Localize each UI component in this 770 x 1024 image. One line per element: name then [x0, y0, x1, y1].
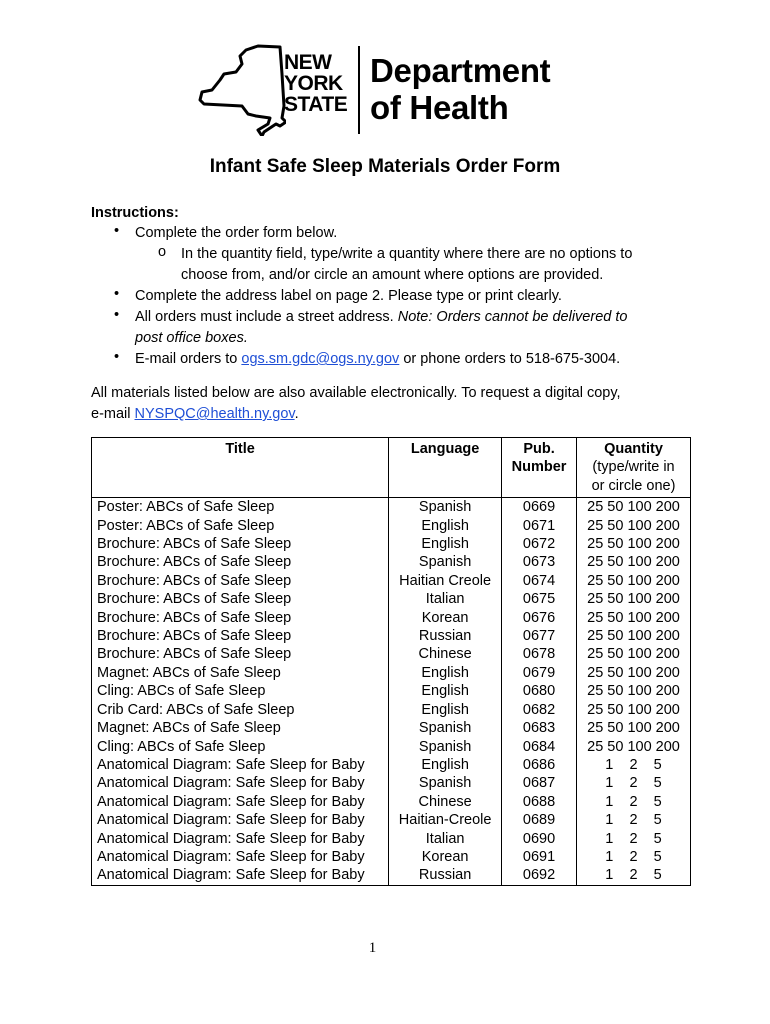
row-language: Russian [389, 627, 502, 645]
row-quantity[interactable]: 25 50 100 200 [577, 738, 691, 756]
row-language: English [389, 756, 502, 774]
row-title: Brochure: ABCs of Safe Sleep [92, 645, 389, 663]
row-pub-number: 0692 [502, 866, 577, 885]
table-row [92, 517, 691, 535]
table-row [92, 645, 691, 663]
department-wordmark: Department of Health [370, 52, 551, 126]
electronic-line1: All materials listed below are also available electronically. To request a digital copy, [91, 385, 621, 401]
bullet-icon: • [114, 307, 120, 323]
logo-divider [358, 46, 360, 134]
row-language: English [389, 682, 502, 700]
row-quantity[interactable]: 25 50 100 200 [577, 645, 691, 663]
col-quantity-header: Quantity (type/write in or circle one) [577, 438, 691, 498]
row-language: Haitian Creole [389, 572, 502, 590]
row-title: Brochure: ABCs of Safe Sleep [92, 609, 389, 627]
row-title: Brochure: ABCs of Safe Sleep [92, 627, 389, 645]
row-quantity[interactable]: 1 2 5 [577, 830, 691, 848]
table-row [92, 664, 691, 682]
row-pub-number: 0687 [502, 774, 577, 792]
row-title: Anatomical Diagram: Safe Sleep for Baby [92, 756, 389, 774]
row-title: Brochure: ABCs of Safe Sleep [92, 590, 389, 608]
col-title-header: Title [92, 438, 389, 498]
row-language: Spanish [389, 553, 502, 571]
order-email-link[interactable]: ogs.sm.gdc@ogs.ny.gov [241, 351, 400, 367]
sub-bullet-icon: o [158, 244, 167, 260]
col-pub-header: Pub. Number [502, 438, 577, 498]
row-pub-number: 0680 [502, 682, 577, 700]
nys-wordmark: NEW YORK STATE [284, 51, 348, 116]
row-language: Chinese [389, 793, 502, 811]
row-language: Spanish [389, 774, 502, 792]
row-language: Spanish [389, 498, 502, 517]
table-row [92, 774, 691, 792]
row-title: Cling: ABCs of Safe Sleep [92, 738, 389, 756]
table-row [92, 811, 691, 829]
row-pub-number: 0689 [502, 811, 577, 829]
row-title: Cling: ABCs of Safe Sleep [92, 682, 389, 700]
row-quantity[interactable]: 25 50 100 200 [577, 572, 691, 590]
instruction-1a-line2: choose from, and/or circle an amount where options are provided. [181, 267, 604, 283]
row-title: Brochure: ABCs of Safe Sleep [92, 535, 389, 553]
table-header-row [92, 438, 691, 498]
table-row [92, 719, 691, 737]
row-pub-number: 0669 [502, 498, 577, 517]
row-quantity[interactable]: 1 2 5 [577, 811, 691, 829]
table-row [92, 498, 691, 517]
row-pub-number: 0679 [502, 664, 577, 682]
table-row [92, 701, 691, 719]
row-language: Italian [389, 830, 502, 848]
nys-doh-logo [198, 44, 558, 136]
row-pub-number: 0672 [502, 535, 577, 553]
row-pub-number: 0683 [502, 719, 577, 737]
row-language: Italian [389, 590, 502, 608]
row-language: Spanish [389, 738, 502, 756]
page-number: 1 [368, 940, 377, 956]
row-pub-number: 0674 [502, 572, 577, 590]
row-title: Crib Card: ABCs of Safe Sleep [92, 701, 389, 719]
instruction-1: Complete the order form below. [135, 225, 338, 241]
row-quantity[interactable]: 25 50 100 200 [577, 701, 691, 719]
table-row [92, 738, 691, 756]
row-language: English [389, 664, 502, 682]
row-pub-number: 0686 [502, 756, 577, 774]
row-language: English [389, 535, 502, 553]
row-quantity[interactable]: 25 50 100 200 [577, 535, 691, 553]
row-quantity[interactable]: 25 50 100 200 [577, 498, 691, 517]
table-row [92, 793, 691, 811]
row-title: Anatomical Diagram: Safe Sleep for Baby [92, 811, 389, 829]
table-row [92, 830, 691, 848]
row-quantity[interactable]: 25 50 100 200 [577, 553, 691, 571]
table-row [92, 535, 691, 553]
row-title: Magnet: ABCs of Safe Sleep [92, 664, 389, 682]
table-row [92, 553, 691, 571]
bullet-icon: • [114, 286, 120, 302]
row-title: Magnet: ABCs of Safe Sleep [92, 719, 389, 737]
row-title: Poster: ABCs of Safe Sleep [92, 498, 389, 517]
table-row [92, 572, 691, 590]
row-quantity[interactable]: 1 2 5 [577, 848, 691, 866]
row-title: Anatomical Diagram: Safe Sleep for Baby [92, 866, 389, 885]
row-language: English [389, 701, 502, 719]
row-pub-number: 0691 [502, 848, 577, 866]
table-row [92, 682, 691, 700]
row-pub-number: 0684 [502, 738, 577, 756]
row-quantity[interactable]: 1 2 5 [577, 793, 691, 811]
instruction-3-line1: All orders must include a street address. Note: Orders cannot be delivered to [135, 309, 628, 325]
row-quantity[interactable]: 25 50 100 200 [577, 719, 691, 737]
row-language: Korean [389, 609, 502, 627]
row-quantity[interactable]: 25 50 100 200 [577, 609, 691, 627]
row-title: Anatomical Diagram: Safe Sleep for Baby [92, 793, 389, 811]
row-title: Poster: ABCs of Safe Sleep [92, 517, 389, 535]
row-language: Korean [389, 848, 502, 866]
row-quantity[interactable]: 1 2 5 [577, 866, 691, 885]
bullet-icon: • [114, 223, 120, 239]
row-language: Haitian-Creole [389, 811, 502, 829]
row-pub-number: 0673 [502, 553, 577, 571]
table-row [92, 756, 691, 774]
row-pub-number: 0678 [502, 645, 577, 663]
new-york-state-map-icon [198, 44, 286, 136]
instructions-heading: Instructions: [91, 205, 179, 221]
row-quantity[interactable]: 25 50 100 200 [577, 627, 691, 645]
row-quantity[interactable]: 1 2 5 [577, 756, 691, 774]
row-language: Russian [389, 866, 502, 885]
table-row [92, 627, 691, 645]
row-quantity[interactable]: 25 50 100 200 [577, 682, 691, 700]
digital-copy-email-link[interactable]: NYSPQC@health.ny.gov [134, 406, 295, 422]
table-row [92, 609, 691, 627]
row-quantity[interactable]: 25 50 100 200 [577, 664, 691, 682]
row-language: English [389, 517, 502, 535]
row-language: Spanish [389, 719, 502, 737]
table-row [92, 590, 691, 608]
row-pub-number: 0688 [502, 793, 577, 811]
instruction-3-line2: post office boxes. [135, 330, 248, 346]
bullet-icon: • [114, 349, 120, 365]
row-pub-number: 0677 [502, 627, 577, 645]
instruction-4: E-mail orders to ogs.sm.gdc@ogs.ny.gov or phone orders to 518-675-3004. [135, 351, 621, 367]
row-pub-number: 0690 [502, 830, 577, 848]
row-title: Brochure: ABCs of Safe Sleep [92, 572, 389, 590]
instruction-2: Complete the address label on page 2. Please type or print clearly. [135, 288, 562, 304]
row-title: Anatomical Diagram: Safe Sleep for Baby [92, 830, 389, 848]
table-row [92, 866, 691, 885]
row-title: Brochure: ABCs of Safe Sleep [92, 553, 389, 571]
row-title: Anatomical Diagram: Safe Sleep for Baby [92, 774, 389, 792]
row-pub-number: 0671 [502, 517, 577, 535]
row-quantity[interactable]: 1 2 5 [577, 774, 691, 792]
row-language: Chinese [389, 645, 502, 663]
row-pub-number: 0682 [502, 701, 577, 719]
instruction-1a-line1: In the quantity field, type/write a quantity where there are no options to [181, 246, 633, 262]
row-pub-number: 0676 [502, 609, 577, 627]
electronic-line2: e-mail NYSPQC@health.ny.gov. [91, 406, 299, 422]
col-language-header: Language [389, 438, 502, 498]
page-title: Infant Safe Sleep Materials Order Form [209, 156, 561, 177]
row-quantity[interactable]: 25 50 100 200 [577, 517, 691, 535]
row-title: Anatomical Diagram: Safe Sleep for Baby [92, 848, 389, 866]
row-pub-number: 0675 [502, 590, 577, 608]
table-row [92, 848, 691, 866]
materials-table [91, 437, 691, 886]
row-quantity[interactable]: 25 50 100 200 [577, 590, 691, 608]
